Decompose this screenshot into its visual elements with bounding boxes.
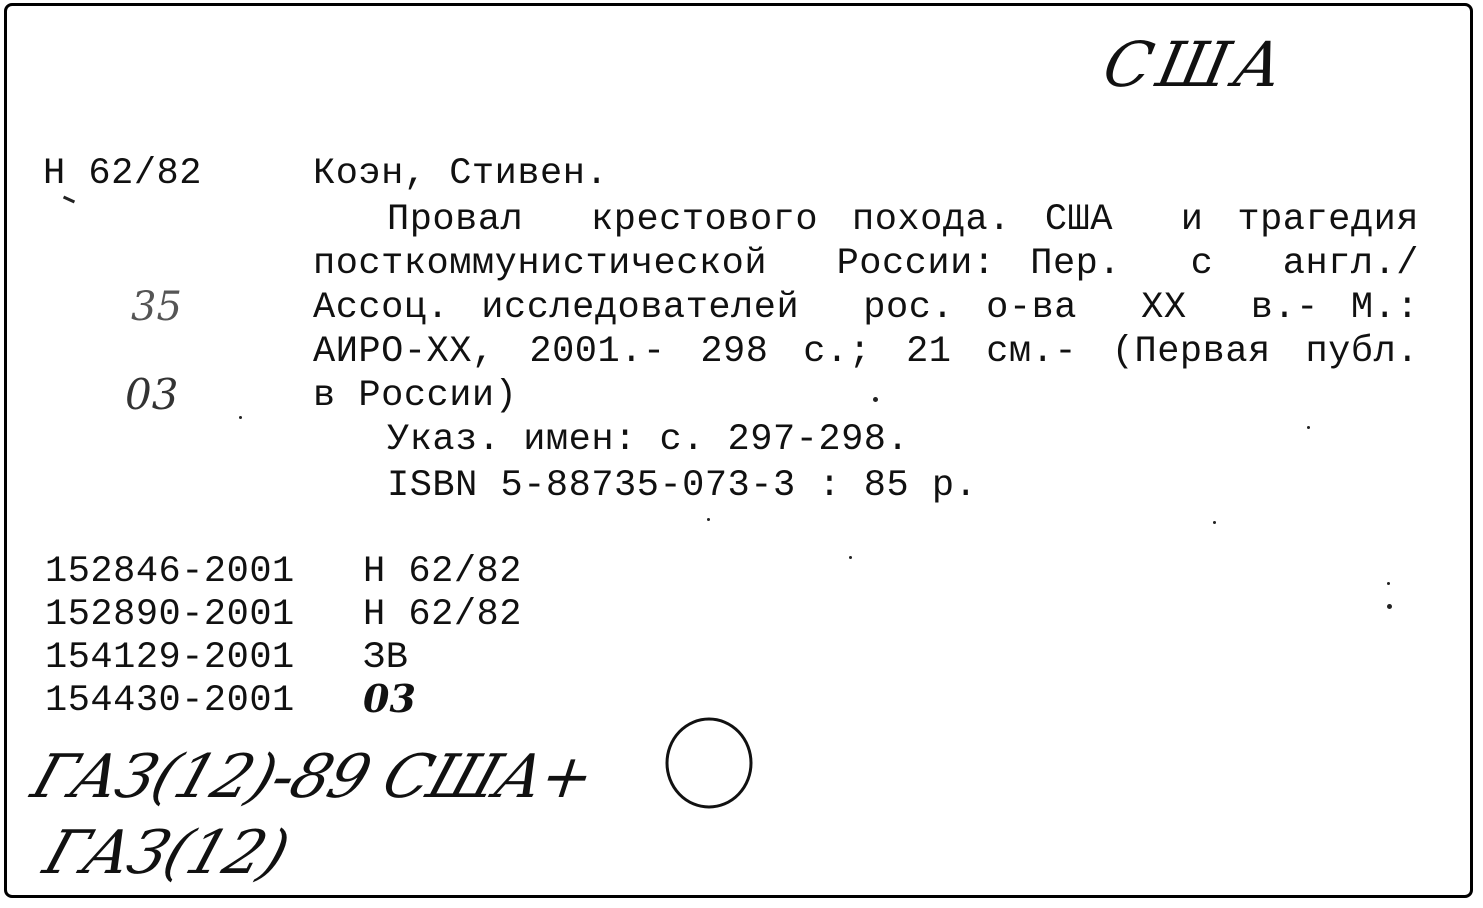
speck: [239, 416, 242, 419]
speck: [1387, 604, 1392, 609]
index-note: Указ. имен: с. 297-298.: [387, 419, 910, 461]
holding-inventory: 154129-2001: [45, 637, 295, 679]
speck: [707, 518, 710, 521]
top-handwritten-note: США: [1097, 28, 1296, 101]
speck: [873, 397, 878, 402]
title-line-1: Провал крестового похода. США и трагедия: [387, 199, 1419, 241]
speck: [1213, 521, 1216, 524]
holding-location: Н 62/82: [363, 594, 522, 636]
speck: [1387, 582, 1390, 585]
title-line-5: в России): [313, 375, 518, 417]
title-line-3: Ассоц. исследователей рос. о-ва XX в.- М.:: [313, 287, 1419, 329]
speck: [849, 556, 852, 559]
holding-inventory: 152846-2001: [45, 551, 295, 593]
isbn-line: ISBN 5-88735-073-3 : 85 р.: [387, 465, 978, 507]
catalog-card: [4, 3, 1473, 898]
margin-note-1: 35: [131, 284, 182, 330]
punch-hole-circle: [661, 716, 757, 812]
margin-note-2: 03: [125, 370, 179, 419]
classification-line-2: ГАЗ(12): [35, 818, 298, 888]
speck: [1307, 426, 1310, 429]
shelf-mark-tick: [63, 196, 75, 204]
classification-line-1: ГАЗ(12)-89 США+: [23, 742, 603, 812]
holding-location-handwritten: 03: [363, 676, 416, 721]
title-line-4: АИРО-XX, 2001.- 298 с.; 21 см.- (Первая публ.: [313, 331, 1419, 373]
holding-inventory: 152890-2001: [45, 594, 295, 636]
title-line-2: посткоммунистической России: Пер. с англ./: [313, 243, 1419, 285]
holding-inventory: 154430-2001: [45, 680, 295, 722]
shelf-mark: Н 62/82: [43, 153, 202, 195]
author-heading: Коэн, Стивен.: [313, 153, 609, 195]
holding-location: ЗВ: [363, 637, 409, 679]
holding-location: Н 62/82: [363, 551, 522, 593]
